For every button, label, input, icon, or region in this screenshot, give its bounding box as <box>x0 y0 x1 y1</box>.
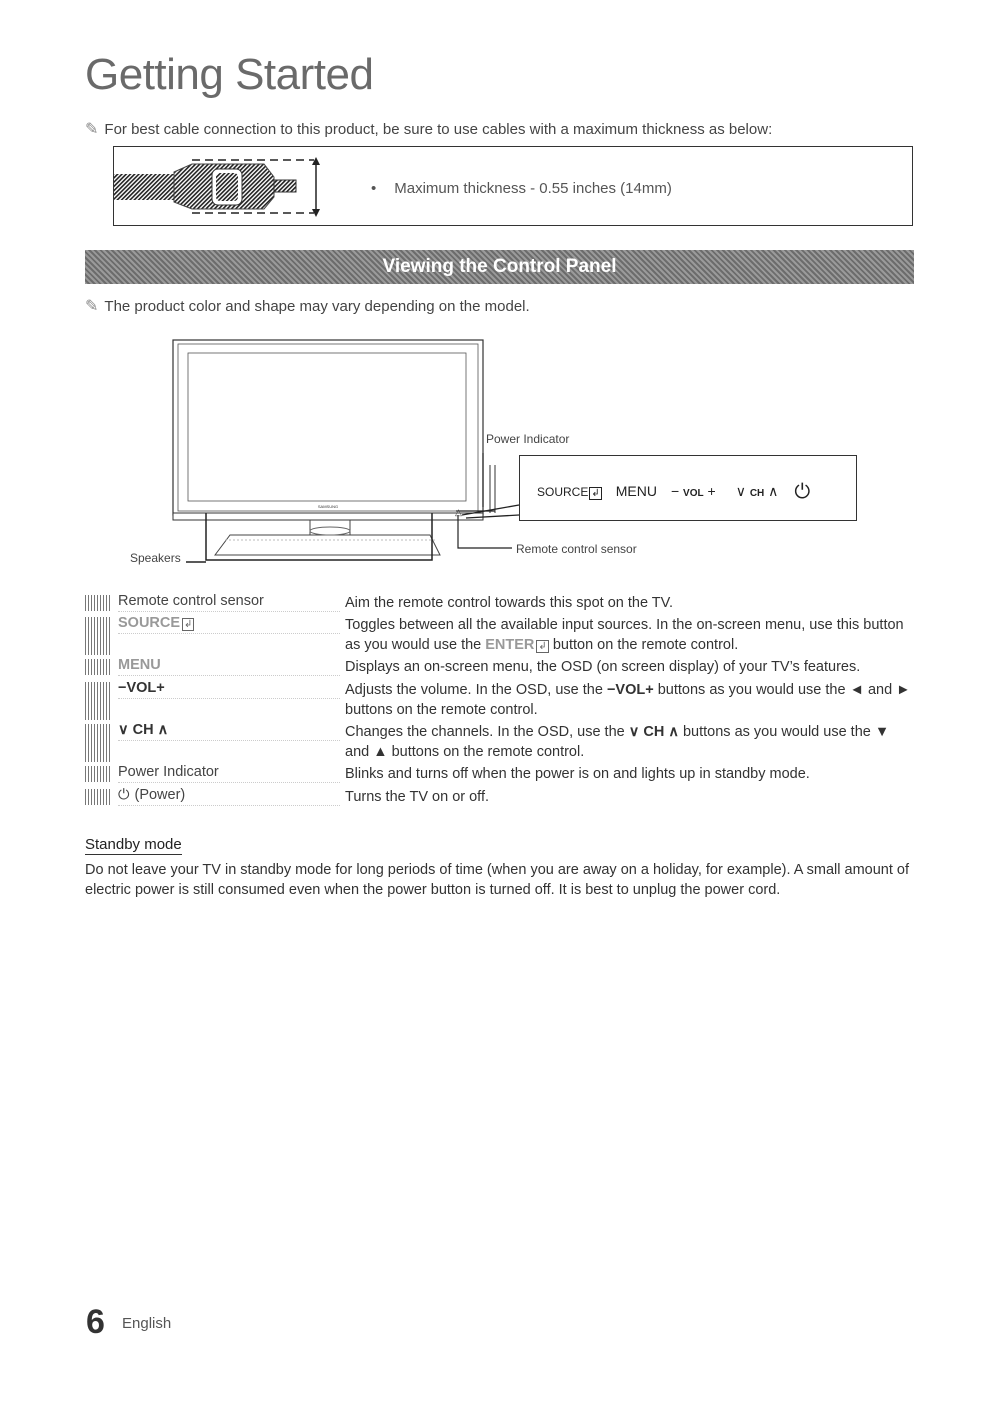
ch-term: ∨ CH ∧ <box>628 724 679 740</box>
dot-leader <box>118 698 340 699</box>
desc-part: Changes the channels. In the OSD, use the <box>345 724 629 740</box>
control-term <box>118 615 323 631</box>
desc-part: Toggles between all the available input sources. In the on-screen menu, use this button as you would use the <box>345 617 904 653</box>
panel-ch-up: ∧ <box>768 483 779 499</box>
model-note-text: The product color and shape may vary depending on the model. <box>104 298 530 315</box>
control-term: MENU <box>118 657 161 673</box>
dot-leader <box>118 740 340 741</box>
control-panel-buttons <box>537 479 810 502</box>
cable-note-text: For best cable connection to this product, be sure to use cables with a maximum thickness as below: <box>104 121 773 138</box>
cable-note <box>85 119 772 139</box>
panel-source-label: SOURCE <box>537 485 589 499</box>
dot-leader <box>118 611 340 612</box>
pencil-note-icon: ✎ <box>85 121 99 138</box>
control-term <box>118 787 323 803</box>
model-note <box>85 296 530 316</box>
panel-ch-label: CH <box>749 488 765 499</box>
power-indicator-label: Power Indicator <box>486 432 570 446</box>
panel-vol-label: VOL <box>683 488 704 499</box>
list-item <box>85 787 915 809</box>
page-number: 6 <box>86 1303 105 1341</box>
list-item <box>85 722 915 764</box>
enter-arrow-icon: ↲ <box>184 619 193 630</box>
control-desc <box>345 680 915 720</box>
control-desc <box>345 722 915 762</box>
control-term: Remote control sensor <box>118 593 264 609</box>
pencil-note-icon: ✎ <box>85 298 99 315</box>
panel-vol-plus: + <box>707 483 716 499</box>
control-desc: Aim the remote control towards this spot on the TV. <box>345 595 674 611</box>
control-desc: Displays an on-screen menu, the OSD (on screen display) of your TV’s features. <box>345 659 861 675</box>
control-term: ∨ CH ∧ <box>118 722 169 738</box>
desc-part: buttons as you would use the ▼ and ▲ buttons on the remote control. <box>345 724 890 760</box>
cable-spec-text: Maximum thickness - 0.55 inches (14mm) <box>394 180 672 197</box>
control-desc: Turns the TV on or off. <box>345 789 490 805</box>
standby-text: Do not leave your TV in standby mode for long periods of time (when you are away on a holiday, for example). A small amount of electric power is still consumed even when the power button is turned off. It is best to unplug the power cord. <box>85 862 909 898</box>
remote-sensor-label: Remote control sensor <box>516 542 637 556</box>
page-language: English <box>122 1315 172 1332</box>
power-icon: ⏻ <box>118 787 130 803</box>
enter-arrow-icon: ↲ <box>538 641 547 652</box>
row-marker <box>85 682 112 720</box>
source-term: SOURCE <box>118 615 181 631</box>
power-term: (Power) <box>134 787 186 803</box>
page-title: Getting Started <box>85 50 374 99</box>
row-marker <box>85 659 112 675</box>
section-banner: Viewing the Control Panel <box>85 250 914 284</box>
row-marker <box>85 595 112 611</box>
dot-leader <box>118 633 340 634</box>
desc-part: buttons as you would use the ◄ and ► buttons on the remote control. <box>345 682 911 718</box>
dot-leader <box>118 805 340 806</box>
list-item <box>85 657 915 679</box>
control-desc: Blinks and turns off when the power is on and lights up in standby mode. <box>345 766 810 782</box>
control-desc <box>345 615 915 655</box>
panel-vol-minus: − <box>670 483 680 499</box>
list-item <box>85 593 915 615</box>
row-marker <box>85 617 112 655</box>
enter-term: ENTER <box>485 637 535 653</box>
row-marker <box>85 724 112 762</box>
dot-leader <box>118 782 340 783</box>
cable-spec: • Maximum thickness - 0.55 inches (14mm) <box>371 180 672 197</box>
panel-menu-label: MENU <box>615 483 657 499</box>
standby-heading: Standby mode <box>85 836 182 853</box>
desc-part: Adjusts the volume. In the OSD, use the <box>345 682 607 698</box>
desc-part: button on the remote control. <box>548 637 739 653</box>
power-icon: ⏻ <box>794 481 811 503</box>
svg-text:△: △ <box>455 507 462 517</box>
cable-thickness-box <box>113 146 913 226</box>
row-marker <box>85 766 112 782</box>
list-item <box>85 615 915 657</box>
control-term: −VOL+ <box>118 680 165 696</box>
speakers-label: Speakers <box>130 551 181 565</box>
list-item <box>85 764 915 786</box>
control-term: Power Indicator <box>118 764 219 780</box>
vol-term: −VOL+ <box>606 682 654 698</box>
cable-illustration <box>114 147 334 225</box>
enter-arrow-icon: ↲ <box>591 488 600 499</box>
tv-brand-logo: SAMSUNG <box>317 504 339 509</box>
row-marker <box>85 789 112 805</box>
dot-leader <box>118 675 340 676</box>
list-item <box>85 680 915 722</box>
panel-ch-down: ∨ <box>735 483 746 499</box>
